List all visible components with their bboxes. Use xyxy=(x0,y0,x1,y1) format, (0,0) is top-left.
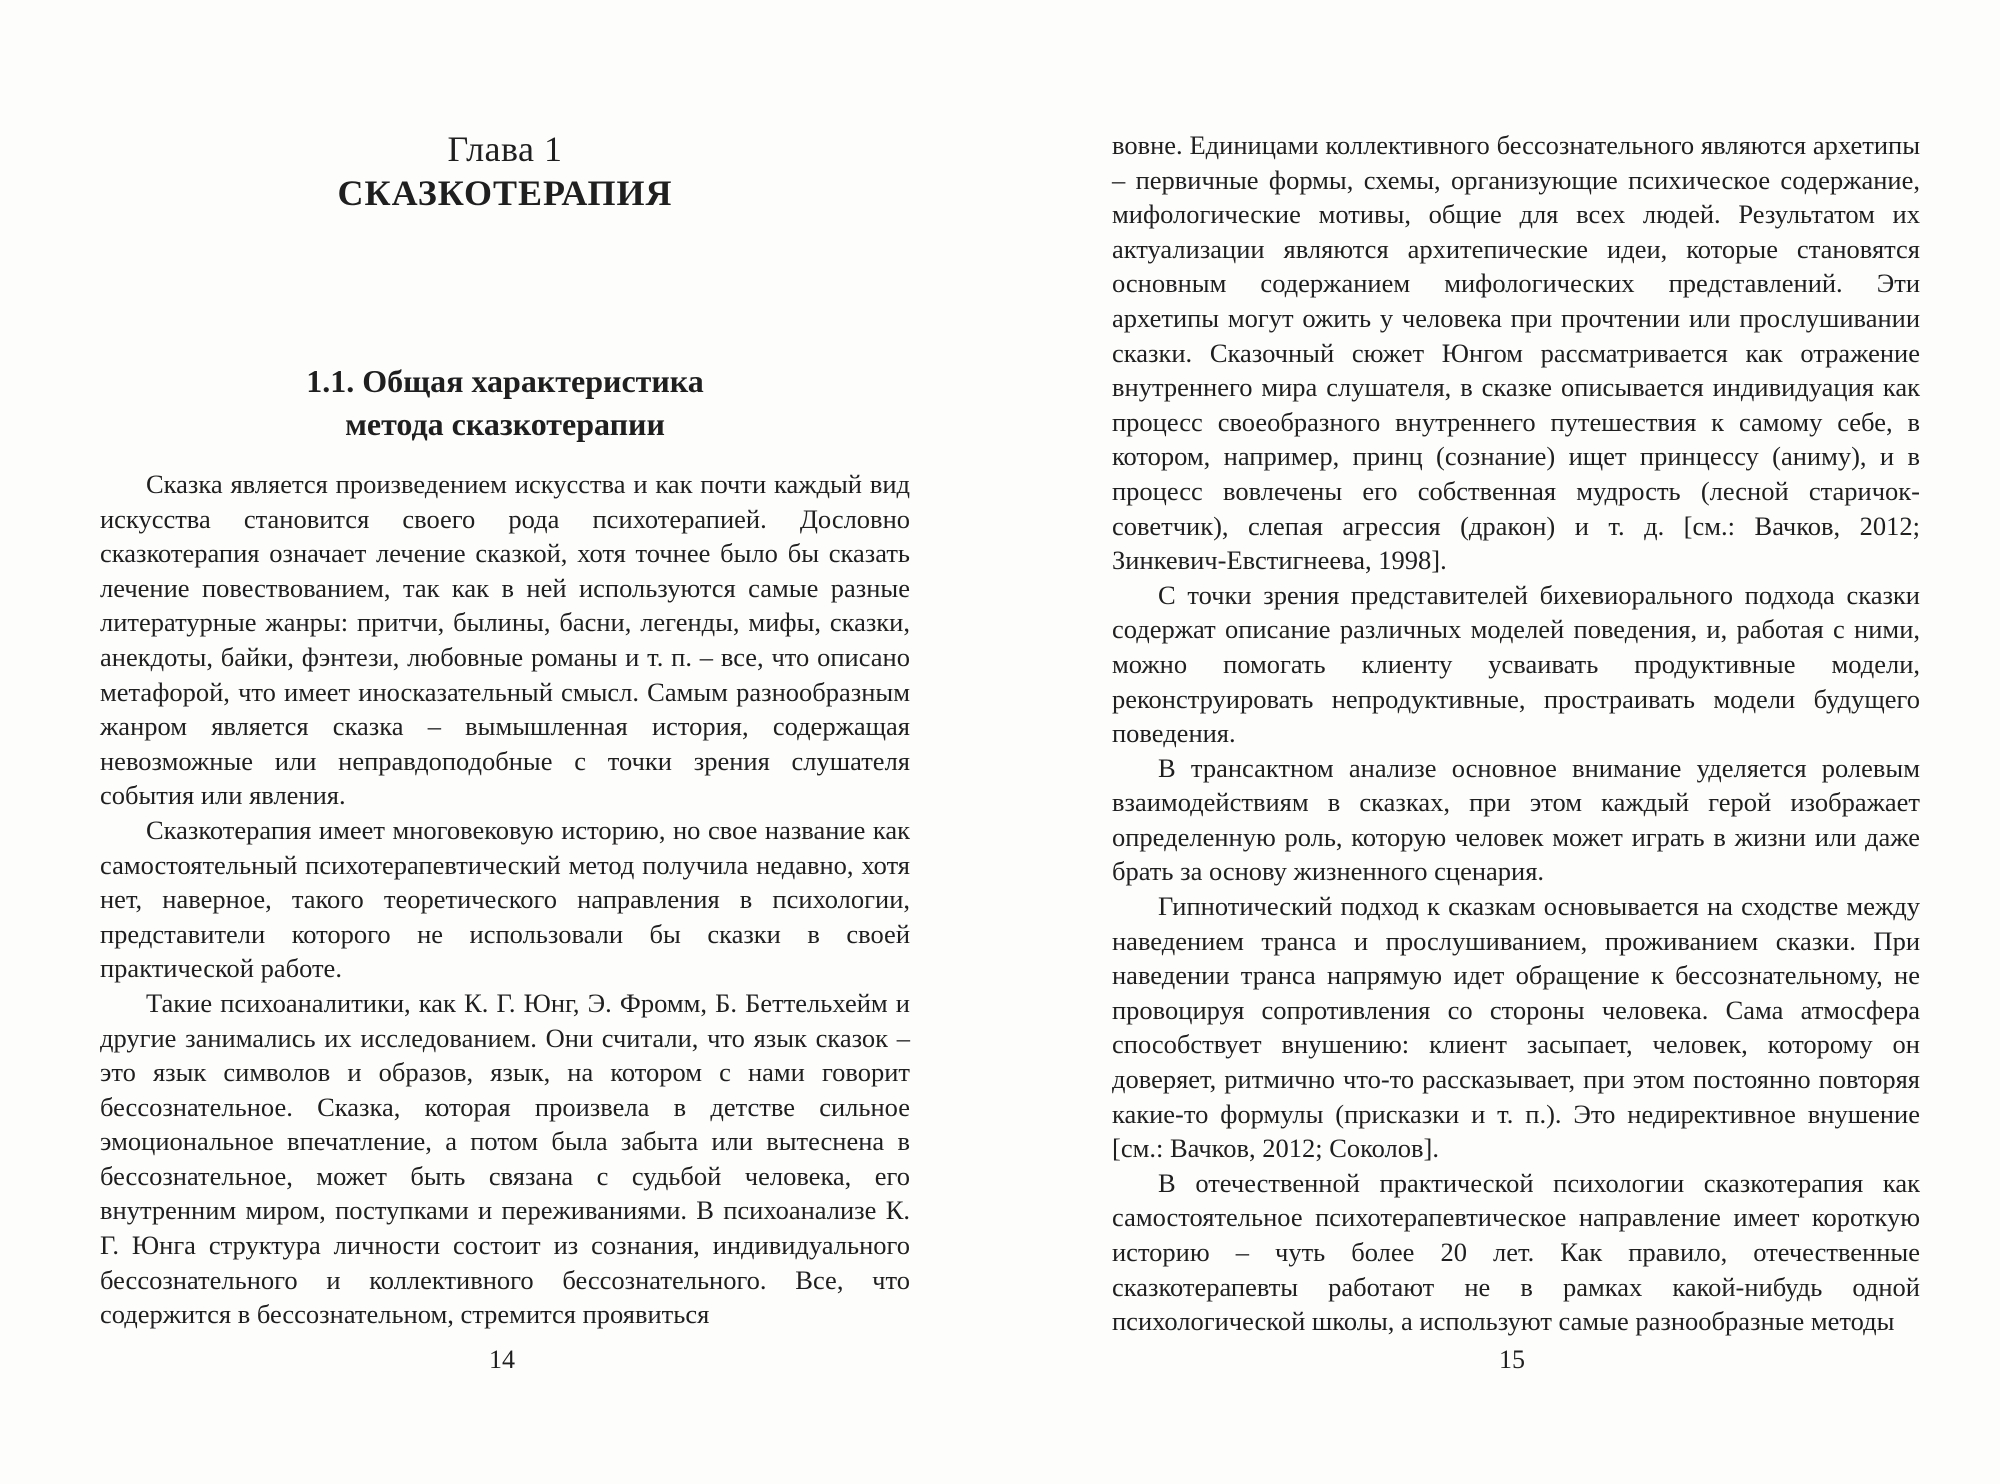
paragraph: Гипнотический подход к сказкам основывается на сходстве между наведением транса и прослушиванием, проживанием сказки. При наведении транса напрямую идет обращение к бессознательному, не провоцируя сопротивления со стороны человека. Сама атмосфера способствует внушению: клиент засыпает, человек, которому он доверяет, ритмично что-то рассказывает, при этом постоянно повторяя какие-то формулы (присказки и т. п.). Это недирективное внушение [см.: Вачков, 2012; Соколов]. xyxy=(1112,891,1920,1164)
section-title-line-1: 1.1. Общая характеристика xyxy=(306,363,704,399)
section-title xyxy=(100,360,910,446)
paragraph: В трансактном анализе основное внимание уделяется ролевым взаимодействиям в сказках, при этом каждый герой изображает определенную роль, которую человек может играть в жизни или даже брать за основу жизненного сценария. xyxy=(1112,752,1920,887)
paragraph: Сказкотерапия имеет многовековую историю, но свое название как самостоятельный психотерапевтический метод получила недавно, хотя нет, наверное, такого теоретического направления в психологии, представители которого не использовали бы сказки в своей практической работе. xyxy=(100,814,910,984)
paragraph: В отечественной практической психологии сказкотерапия как самостоятельное психотерапевтическое направление имеет короткую историю – чуть более 20 лет. Как правило, отечественные сказкотерапевты работают не в рамках какой-нибудь одной психологической школы, а используют самые разнообразные методы xyxy=(1112,1167,1920,1337)
page-number-left: 14 xyxy=(489,1345,515,1374)
paragraph: Сказка является произведением искусства и как почти каждый вид искусства становится своего рода психотерапией. Дословно сказкотерапия означает лечение сказкой, хотя точнее было бы сказать лечение повествованием, так как в ней используются самые разные литературные жанры: притчи, былины, басни, легенды, мифы, сказки, анекдоты, байки, фэнтези, любовные романы и т. п. – все, что описано метафорой, что имеет иносказательный смысл. Самым разнообразным жанром является сказка – вымышленная история, содержащая невозможные или неправдоподобные с точки зрения слушателя события или явления. xyxy=(100,469,910,811)
page-number-right: 15 xyxy=(1499,1345,1525,1374)
left-body-text xyxy=(100,467,910,1332)
section-title-line-2: метода сказкотерапии xyxy=(345,406,665,442)
paragraph: Такие психоаналитики, как К. Г. Юнг, Э. Фромм, Б. Беттельхейм и другие занимались их исследованием. Они считали, что язык сказок – это язык символов и образов, язык, на котором с нами говорит бессознательное. Сказка, которая произвела в детстве сильное эмоциональное впечатление, а потом была забыта или вытеснена в бессознательное, может быть связана с судьбой человека, его внутренним миром, поступками и переживаниями. В психоанализе К. Г. Юнга структура личности состоит из сознания, индивидуального бессознательного и коллективного бессознательного. Все, что содержится в бессознательном, стремится проявиться xyxy=(100,987,910,1330)
paragraph-continued: вовне. Единицами коллективного бессознательного являются архетипы – первичные формы, схемы, организующие психическое содержание, мифологические мотивы, общие для всех людей. Результатом их актуализации являются архитепические идеи, которые становятся основным содержанием мифологических представлений. Эти архетипы могут ожить у человека при прочтении или прослушивании сказки. Сказочный сюжет Юнгом рассматривается как отражение внутреннего мира слушателя, в сказке описывается индивидуация как процесс своеобразного внутреннего путешествия к самому себе, в котором, например, принц (сознание) ищет принцессу (аниму), и в процесс вовлечены его собственная мудрость (лесной старичок-советчик), слепая агрессия (дракон) и т. д. [см.: Вачков, 2012; Зинкевич-Евстигнеева, 1998]. xyxy=(1112,130,1920,576)
paragraph: С точки зрения представителей бихевиорального подхода сказки содержат описание различных моделей поведения, и, работая с ними, можно помогать клиенту усваивать продуктивные модели, реконструировать непродуктивные, простраивать модели будущего поведения. xyxy=(1112,579,1920,749)
chapter-title: СКАЗКОТЕРАПИЯ xyxy=(337,173,673,213)
chapter-label: Глава 1 xyxy=(447,129,563,169)
right-page xyxy=(1000,0,2000,1484)
right-body-text xyxy=(1112,128,1920,1339)
